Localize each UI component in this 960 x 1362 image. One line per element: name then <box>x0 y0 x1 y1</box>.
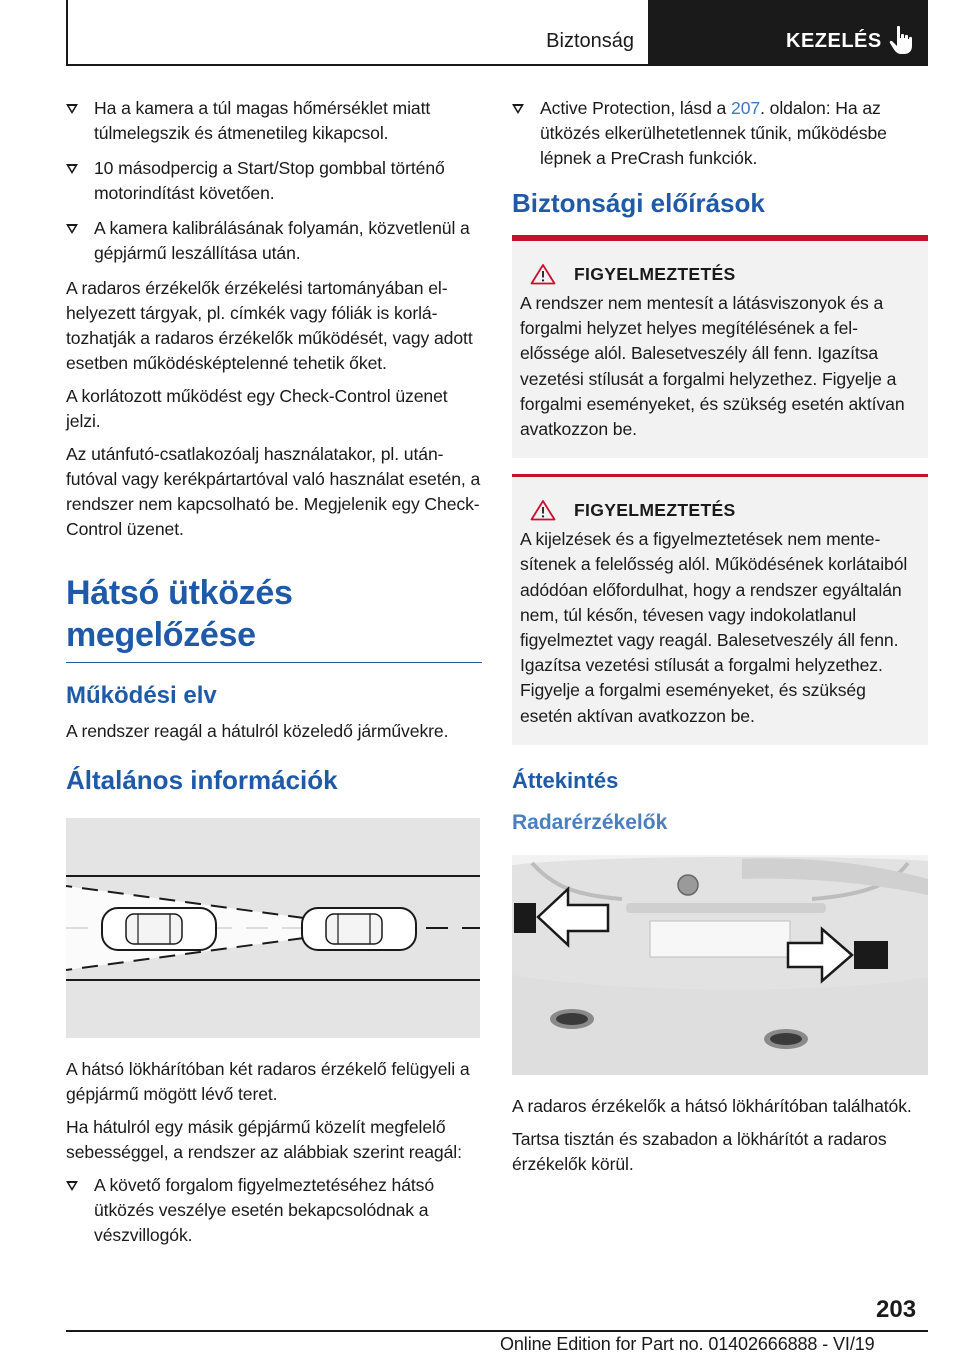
list-item: 10 másodpercig a Start/Stop gombbal történő motorindítást követően. <box>66 156 482 206</box>
paragraph: A radaros érzékelők érzékelési tartományában elhelyezett tárgyak, pl. címkék vagy fóliák is korlátozhatják a radaros érzékelők működését, vagy adott esetben működésképtelenné tehetik őket. <box>66 278 473 373</box>
paragraph: Az utánfutó-csatlakozóalj használatakor, pl. utánfutóval vagy kerékpártartóval való használat esetén, a rendszer nem kapcsolható be. Megjelenik egy Check-Control üzenet. <box>66 444 481 539</box>
page-reference-link[interactable]: 207 <box>731 98 761 118</box>
chapter-tab-label: KEZELÉS <box>786 30 882 52</box>
paragraph: A korlátozott működést egy Check-Control üzenet jelzi. <box>66 386 448 431</box>
triangle-bullet-icon <box>66 1181 78 1191</box>
own-car <box>302 908 416 950</box>
warning-title: FIGYELMEZTETÉS <box>520 263 920 285</box>
warning-title: FIGYELMEZTETÉS <box>520 499 920 521</box>
warning-triangle-icon <box>530 499 556 521</box>
paragraph: A hátsó lökhárítóban két radaros érzékelő felügyeli a gépjármű mögött lévő teret. <box>66 1059 470 1104</box>
paragraph: Tartsa tisztán és szabadon a lökhárítót a radaros érzékelők körül. <box>512 1128 887 1174</box>
left-column <box>66 96 482 1258</box>
radar-coverage-illustration <box>66 818 480 1038</box>
paragraph: Ha hátulról egy másik gépjármű közelít megfelelő sebességgel, a rendszer az alábbiak szerint reagál: <box>66 1117 462 1162</box>
header-frame <box>66 0 650 66</box>
right-radar-sensor <box>854 941 888 969</box>
paragraph: A rendszer reagál a hátulról közeledő járművekre. <box>66 721 449 741</box>
section-heading: Általános információk <box>66 765 338 795</box>
triangle-bullet-icon <box>512 104 524 114</box>
list-item: A követő forgalom figyelmeztetéséhez hátsó ütközés veszélye esetén bekapcsolódnak a vészvillogók. <box>66 1173 482 1248</box>
page-number: 203 <box>876 1296 917 1323</box>
paragraph: A radaros érzékelők a hátsó lökhárítóban találhatók. <box>512 1095 912 1116</box>
subsection-heading: Radarérzékelők <box>512 810 668 834</box>
pointing-hand-icon <box>888 24 918 56</box>
footer-divider <box>66 1330 928 1332</box>
warning-box <box>512 238 928 458</box>
right-column <box>512 96 928 1185</box>
edition-footer: Online Edition for Part no. 01402666888 - VI/19 <box>500 1334 875 1354</box>
triangle-bullet-icon <box>66 164 78 174</box>
warning-triangle-icon <box>530 263 556 285</box>
triangle-bullet-icon <box>66 224 78 234</box>
list-item: Ha a kamera a túl magas hőmérséklet miatt túlmelegszik és átmenetileg kikapcsol. <box>66 96 482 146</box>
section-heading: Működési elv <box>66 682 217 709</box>
warning-text: A rendszer nem mentesít a látásviszonyok és a forgalmi helyzet helyes megítélésének a felelőssége alól. Balesetveszély áll fenn. Igazítsa vezetési stílusát a forgalmi helyzethez. Figyelje a forgalmi eseményeket, és szükség esetén aktívan avatkozzon be. <box>520 293 905 440</box>
section-heading: Áttekintés <box>512 767 619 793</box>
section-title: Biztonság <box>546 30 634 52</box>
warning-box <box>512 474 928 745</box>
rear-bumper-sensor-photo <box>512 855 928 1075</box>
triangle-bullet-icon <box>66 104 78 114</box>
list-item: A kamera kalibrálásának folyamán, közvetlenül a gépjármű leszállítása után. <box>66 216 482 266</box>
following-car <box>102 908 216 950</box>
left-radar-sensor <box>514 903 536 933</box>
list-item: Active Protection, lásd a 207. oldalon: Ha az ütközés elkerülhetetlennek tűnik, működésbe lépnek a PreCrash funkciók. <box>512 96 928 171</box>
warning-text: A kijelzések és a figyelmeztetések nem mentesítenek a felelősség alól. Működésének korlátaiból adódóan előfordulhat, hogy a rendszer egyáltalán nem, túl későn, tévesen vagy indokolatlanul figyelmeztet vagy reagál. Balesetveszély áll fenn. Igazítsa vezetési stílusát a forgalmi helyzethez. Figyelje a forgalmi eseményeket, és szükség esetén aktívan avatkozzon be. <box>520 529 908 726</box>
chapter-heading: Hátsó ütközés megelőzése <box>66 572 482 663</box>
chapter-tab[interactable] <box>650 0 928 66</box>
section-heading: Biztonsági előírások <box>512 187 928 238</box>
